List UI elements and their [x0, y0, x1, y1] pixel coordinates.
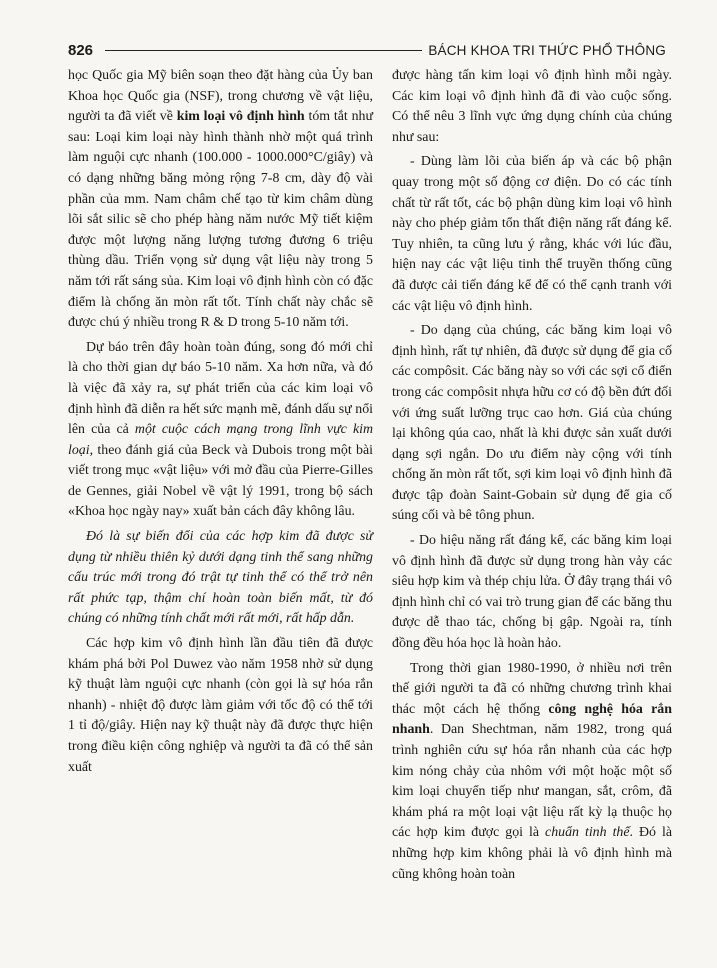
paragraph-nsf-summary — [68, 66, 373, 334]
text-run: . Dan Shechtman, năm 1982, trong quá trình nghiên cứu sự hóa rắn nhanh của các hợp kim nóng chảy của nhôm với một hoặc một số kim loại chuyển tiếp như mangan, sắt, crôm, đã khám phá ra một loại vật liệu rất kỳ lạ thuộc họ các hợp kim được gọi là — [392, 722, 672, 841]
paragraph-rapid-solidification — [392, 659, 672, 886]
italic-paragraph: Đó là sự biến đổi của các hợp kim đã được sử dụng từ nhiều thiên kỷ dưới dạng tinh thể sang những cấu trúc mới trong đó trật tự tinh thể có thể trở nên rất phức tạp, thậm chí hoàn toàn biến mất, từ đó chúng có những tính chất mới rất mới, rất hấp dẫn. — [68, 529, 373, 627]
paragraph-applications-intro: được hàng tấn kim loại vô định hình mỗi ngày. Các kim loại vô định hình đã đi vào cuộc sống. Có thể nêu 3 lĩnh vực ứng dụng chính của chúng như sau: — [392, 68, 672, 145]
paragraph-italic-quote — [68, 527, 373, 630]
bold-term: công nghệ hóa rắn nhanh — [392, 701, 672, 738]
text-run: theo đánh giá của Beck và Dubois trong một bài viết trong mục «vật liệu» với mở đầu của Pierre-Gilles de Gennes, giải Nobel về vật lý 1991, trong bộ sách «Khoa học ngày nay» xuất bản cách đây không lâu. — [68, 442, 373, 520]
text-run: . Đó là những hợp kim không phải là vô định hình mà cũng không hoàn toàn — [392, 825, 672, 882]
text-run: Dự báo trên đây hoàn toàn đúng, song đó mới chỉ là cho thời gian dự báo 5-10 năm. Xa hơn nữa, và đó là việc đã xảy ra, sự phát triển của các kim loại vô định hình đã diễn ra hết sức mạnh mẽ, đánh dấu sự nổi lên của cả — [68, 339, 373, 438]
paragraph-duwez: Các hợp kim vô định hình lần đầu tiên đã được khám phá bởi Pol Duwez vào năm 1958 nhờ sử dụng kỹ thuật làm nguội cực nhanh (còn gọi là sự hóa rắn nhanh) - nhiệt độ được làm giảm với tốc độ có thể tới 1 tỉ độ/giây. Hiện nay kỹ thuật này đã được thực hiện trong điều kiện công nghiệp và người ta đã có thể sản xuất — [68, 636, 373, 775]
page-header — [68, 40, 666, 60]
page-number: 826 — [68, 41, 94, 59]
paragraph-composites: - Do dạng của chúng, các băng kim loại vô định hình, rất tự nhiên, đã được sử dụng để gia cố các compôsit. Các băng này so với các sợi cổ điển trong các compôsit nhựa hữu cơ có độ bền đứt đối với ứng suất lưỡng trục cao hơn. Giá của chúng lại không qúa cao, nhất là khi được sản xuất dưới dạng sợi ngắn. Do ưu điểm này cộng với tính chống ăn mòn rất tốt, sợi kim loại vô định hình đã được tập đoàn Saint-Gobain sử dụng để gia cố súng cối và bê tông phun. — [392, 323, 672, 524]
right-column — [392, 66, 672, 885]
italic-term: chuẩn tinh thể — [545, 825, 630, 841]
text-run: học Quốc gia Mỹ biên soạn theo đặt hàng của Ủy ban Khoa học Quốc gia (NSF), trong chương về vật liệu, người ta đã viết về — [68, 68, 373, 125]
text-run: Trong thời gian 1980-1990, ở nhiều nơi trên thế giới người ta đã có những chương trình khai thác một cách hệ thống — [392, 660, 672, 717]
paragraph-brazing: - Do hiệu năng rất đáng kể, các băng kim loại vô định hình đã được sử dụng trong hàn vảy các siêu hợp kim và thép chịu lửa. Ở đây trạng thái vô định hình chỉ có vai trò trung gian để các băng thu được dễ thao tác, chống bị gập. Ngoài ra, tính đồng đều hóa học là hoàn hảo. — [392, 533, 672, 652]
header-rule — [105, 50, 422, 51]
text-run: tóm tắt như sau: Loại kim loại này hình thành nhờ một quá trình làm nguội cực nhanh (100.000 - 1000.000°C/giây) và có dạng những băng mỏng rộng 7-8 cm, dày độ vài phần của mm. Nam châm chế tạo từ kim châm dùng lõi sắt silic sẽ cho phép hàng năm nước Mỹ tiết kiệm được một lượng năng lượng tương đương 6 triệu thùng dầu. Triển vọng sử dụng vật liệu này trong 5 năm tới rất sáng sủa. Kim loại vô định hình còn có đặc điểm là chống ăn mòn rất tốt. Tính chất này chắc sẽ được chú ý nhiều trong R & D trong 5-10 năm tới. — [68, 109, 373, 331]
paragraph-transformer-cores: - Dùng làm lõi của biến áp và các bộ phận quay trong một số động cơ điện. Do có các tính chất từ rất tốt, các bộ phận dùng kim loại vô hình này cho phép giảm tổn thất điện năng rất đáng kể. Tuy nhiên, ta cũng lưu ý rằng, khác với lúc đầu, hiện nay các vật liệu tinh thể truyền thống cũng đã được cải tiến đáng kể để có thể cạnh tranh với các vật liệu vô định hình. — [392, 154, 672, 314]
left-column — [68, 66, 373, 778]
bold-term: kim loại vô định hình — [176, 109, 305, 125]
italic-phrase: một cuộc cách mạng trong lĩnh vực kim loại, — [68, 422, 373, 458]
running-title: BÁCH KHOA TRI THỨC PHỔ THÔNG — [428, 42, 666, 58]
paragraph-forecast — [68, 338, 373, 523]
